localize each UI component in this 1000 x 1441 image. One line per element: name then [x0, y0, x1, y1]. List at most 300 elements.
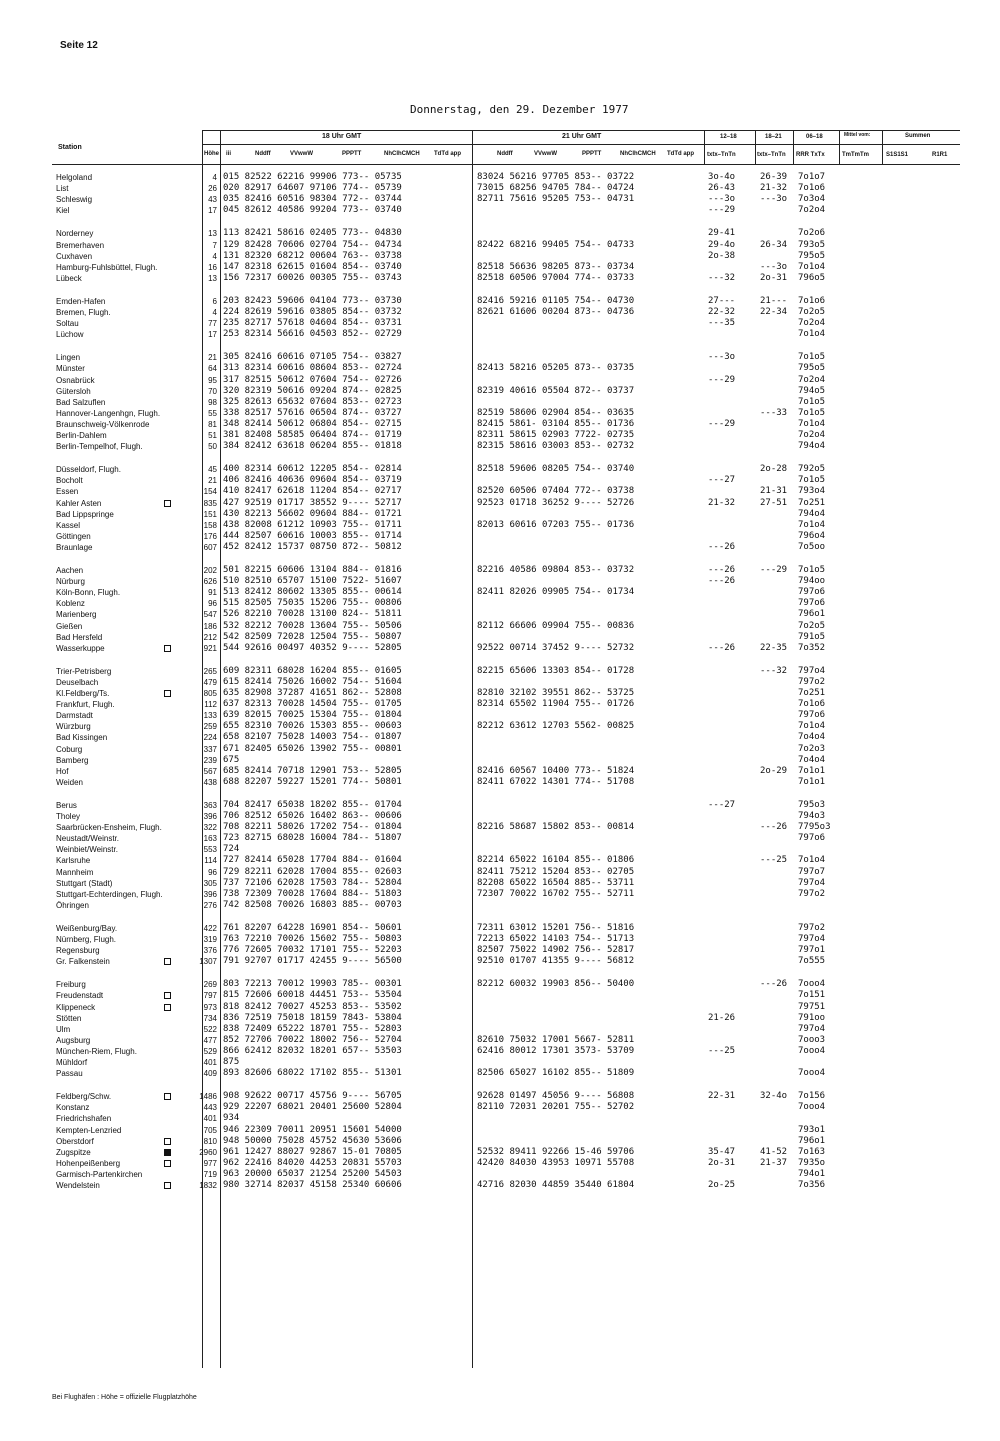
obs-18: 704 82417 65038 18202 855-- 01704 — [223, 799, 402, 810]
range-06-18: 7ooo3 — [798, 1034, 826, 1045]
range-18-21: ---26 — [760, 822, 788, 833]
station-name: Darmstadt — [56, 711, 93, 721]
obs-21: 92523 01718 36252 9---- 52726 — [477, 497, 635, 508]
range-06-18: 7o2o5 — [798, 620, 826, 631]
obs-18: 893 82606 68022 17102 855-- 51301 — [223, 1068, 402, 1079]
square-icon — [164, 1138, 171, 1145]
station-name: Bad Kissingen — [56, 733, 108, 743]
station-height: 734 — [203, 1013, 217, 1023]
obs-18: 948 50000 75028 45752 45630 53606 — [223, 1135, 402, 1146]
station-name: Stuttgart (Stadt) — [56, 878, 113, 888]
station-name: Norderney — [56, 229, 94, 239]
station-height: 4 — [212, 173, 217, 182]
range-06-18: 7o2o4 — [798, 374, 826, 385]
range-12-18: 29-4o — [708, 239, 736, 250]
header-21-uhr: 21 Uhr GMT — [562, 133, 602, 140]
range-06-18: 7o1o1 — [798, 765, 826, 776]
obs-21: 82013 60616 07203 755-- 01736 — [477, 519, 635, 530]
station-name: Nürburg — [56, 577, 85, 587]
station-name: Konstanz — [56, 1103, 90, 1113]
station-height: 401 — [203, 1058, 217, 1067]
range-06-18: 794o3 — [798, 811, 826, 821]
obs-18: 381 82408 58585 06404 874-- 01719 — [223, 430, 402, 440]
station-height: 158 — [203, 520, 217, 530]
range-06-18: 793o4 — [798, 486, 826, 497]
obs-18: 203 82423 59606 04104 773-- 03730 — [223, 295, 402, 306]
obs-18: 224 82619 59616 03805 854-- 03732 — [223, 307, 402, 317]
obs-21: 82422 68216 99405 754-- 04733 — [477, 239, 635, 250]
station-name: Berus — [56, 800, 77, 810]
range-06-18: 7o1o5 — [798, 352, 826, 363]
range-06-18: 7o151 — [798, 990, 826, 1001]
range-06-18: 791o5 — [798, 631, 826, 642]
obs-21: 62416 80012 17301 3573- 53709 — [477, 1045, 635, 1056]
station-height: 921 — [203, 643, 217, 653]
station-name: Passau — [56, 1069, 83, 1079]
range-18-21: ---32 — [760, 665, 788, 676]
station-height: 77 — [208, 319, 217, 329]
station-height: 70 — [208, 386, 217, 396]
obs-18: 444 82507 60616 10003 855-- 01714 — [223, 530, 402, 541]
station-name: Saarbrücken-Ensheim, Flugh. — [56, 823, 162, 833]
range-06-18: 795o3 — [798, 799, 826, 810]
square-icon — [164, 690, 171, 697]
obs-18: 406 82416 40636 09604 854-- 03719 — [223, 475, 402, 486]
station-name: Kempten-Lenzried — [56, 1125, 122, 1135]
range-18-21: ---29 — [760, 565, 788, 575]
station-height: 4 — [212, 308, 217, 317]
obs-18: 430 82213 56602 09604 884-- 01721 — [223, 508, 402, 519]
header-summen: Summen — [905, 133, 931, 139]
range-12-18: ---32 — [708, 272, 736, 283]
range-12-18: ---29 — [708, 374, 736, 385]
header-top-rule — [202, 130, 960, 131]
range-06-18: 7o2o5 — [798, 307, 826, 317]
station-name: Hof — [56, 766, 69, 776]
obs-18: 338 82517 57616 06504 874-- 03727 — [223, 407, 402, 418]
obs-21: 82208 65022 16504 885-- 53711 — [477, 877, 635, 888]
range-18-21: ---3o — [760, 194, 788, 205]
obs-18: 671 82405 65026 13902 755-- 00801 — [223, 743, 402, 754]
station-height: 4 — [212, 251, 217, 261]
range-06-18: 7o1o5 — [798, 396, 826, 407]
header-range: 18–21 — [765, 134, 782, 140]
range-06-18: 797o2 — [798, 888, 826, 899]
station-height: 2960 — [199, 1147, 217, 1157]
station-height: 422 — [203, 923, 217, 933]
range-06-18: 794o4 — [798, 508, 826, 519]
range-06-18: 794o1 — [798, 1168, 826, 1179]
station-height: 269 — [203, 980, 217, 990]
range-06-18: 7o1o1 — [798, 776, 826, 787]
range-18-21: 41-52 — [760, 1146, 788, 1157]
obs-21: 52532 89411 92266 15-46 59706 — [477, 1146, 635, 1157]
station-name: Bad Salzuflen — [56, 397, 106, 407]
range-06-18: 7ooo4 — [798, 1045, 826, 1056]
station-name: Kahler Asten — [56, 498, 102, 508]
station-name: Soltau — [56, 319, 79, 329]
station-height: 529 — [203, 1046, 217, 1056]
obs-18: 658 82107 75028 14003 754-- 01807 — [223, 732, 402, 743]
range-06-18: 7o4o4 — [798, 754, 826, 765]
obs-21: 82311 58615 02903 7722- 02735 — [477, 430, 635, 440]
obs-18: 875 — [223, 1057, 240, 1067]
station-name: Cuxhaven — [56, 251, 93, 261]
obs-18: 305 82416 60616 07105 754-- 03827 — [223, 352, 402, 363]
station-name: Nürnberg, Flugh. — [56, 935, 117, 944]
page-number: Seite 12 — [60, 40, 98, 51]
station-name: Trier-Petrisberg — [56, 666, 112, 676]
obs-18: 908 92622 00717 45756 9---- 56705 — [223, 1091, 402, 1102]
station-height: 13 — [208, 273, 217, 283]
range-06-18: 7795o3 — [798, 822, 831, 833]
station-height: 21 — [208, 476, 217, 486]
station-height: 409 — [203, 1069, 217, 1079]
station-name: Stötten — [56, 1013, 82, 1023]
range-06-18: 7o251 — [798, 688, 826, 698]
range-18-21: 2o-28 — [760, 464, 788, 475]
header-range-sub: RRR TxTx — [796, 152, 825, 158]
header-18-col: NhClhCMCH — [384, 151, 420, 157]
square-icon — [164, 958, 171, 965]
range-12-18: ---26 — [708, 642, 736, 653]
obs-18: 348 82414 50612 06804 854-- 02715 — [223, 418, 402, 429]
station-height: 91 — [208, 588, 217, 598]
station-name: Emden-Hafen — [56, 296, 106, 306]
station-name: Freudenstadt — [56, 991, 104, 1001]
station-height: 797 — [203, 991, 217, 1001]
station-name: Gießen — [56, 621, 83, 631]
station-height: 81 — [208, 419, 217, 429]
station-name: Mühldorf — [56, 1058, 88, 1067]
obs-18: 639 82015 70025 15304 755-- 01804 — [223, 710, 402, 721]
obs-18: 015 82522 62216 99906 773-- 05735 — [223, 172, 402, 182]
range-06-18: 7o1o6 — [798, 699, 826, 710]
obs-18: 320 82319 50616 09204 874-- 02825 — [223, 385, 402, 396]
square-icon — [164, 500, 171, 507]
station-height: 396 — [203, 812, 217, 821]
obs-18: 526 82210 70028 13100 824-- 51811 — [223, 609, 402, 620]
obs-18: 727 82414 65028 17704 884-- 01604 — [223, 855, 402, 866]
header-range: 12–18 — [720, 134, 737, 140]
range2-column-rule — [755, 130, 756, 164]
header-iii: iii — [226, 151, 232, 157]
station-height: 626 — [203, 577, 217, 587]
range-06-18: 7o1o4 — [798, 721, 826, 732]
header-range-sub: txtx–TnTn — [757, 152, 786, 158]
range-06-18: 797o6 — [798, 587, 826, 598]
range-06-18: 7ooo4 — [798, 1068, 826, 1079]
obs-18: 655 82310 70026 15303 855-- 00603 — [223, 721, 402, 732]
range-06-18: 797o4 — [798, 1023, 826, 1034]
range-12-18: 21-26 — [708, 1012, 736, 1023]
header-mittel: Mittel vom: — [844, 132, 871, 138]
station-name: Hamburg-Fuhlsbüttel, Flugh. — [56, 262, 158, 272]
station-name: Koblenz — [56, 599, 85, 609]
square-icon — [164, 645, 171, 652]
weather-table — [52, 130, 960, 1368]
station-height: 522 — [203, 1024, 217, 1034]
obs-18: 763 72210 70026 15602 755-- 50803 — [223, 934, 402, 944]
station-name: Zugspitze — [56, 1147, 91, 1157]
range-06-18: 7o1o5 — [798, 565, 826, 575]
range-06-18: 792o5 — [798, 464, 826, 475]
station-height: 239 — [203, 755, 217, 765]
range-06-18: 7o163 — [798, 1146, 826, 1157]
obs-18: 253 82314 56616 04503 852-- 02729 — [223, 329, 402, 340]
range-12-18: 2o-31 — [708, 1157, 736, 1168]
range-06-18: 795o5 — [798, 363, 826, 374]
station-name: Oberstdorf — [56, 1136, 94, 1146]
square-icon — [164, 1004, 171, 1011]
range-06-18: 797o6 — [798, 710, 826, 721]
range-12-18: 22-31 — [708, 1091, 736, 1102]
range-18-21: 32-4o — [760, 1091, 788, 1102]
station-height: 401 — [203, 1114, 217, 1124]
range-18-21: 2o-29 — [760, 765, 788, 776]
obs-21: 82411 67022 14301 774-- 51708 — [477, 776, 635, 787]
header-18-uhr: 18 Uhr GMT — [322, 133, 362, 140]
range-06-18: 797o4 — [798, 877, 826, 888]
range-06-18: 7o1o6 — [798, 295, 826, 306]
station-name: Münster — [56, 364, 85, 374]
obs-21: 82314 65502 11904 755-- 01726 — [477, 699, 635, 710]
range-12-18: ---26 — [708, 541, 736, 552]
station-name: Augsburg — [56, 1035, 91, 1045]
station-name: Mannheim — [56, 867, 94, 877]
station-name: Helgoland — [56, 173, 93, 182]
range-12-18: ---26 — [708, 565, 736, 575]
obs-18: 615 82414 75026 16002 754-- 51604 — [223, 676, 402, 687]
obs-18: 532 82212 70028 13604 755-- 50506 — [223, 620, 402, 631]
obs-21: 82411 75212 15204 853-- 02705 — [477, 866, 635, 877]
range-18-21: 22-34 — [760, 307, 788, 317]
station-name: Garmisch-Partenkirchen — [56, 1169, 143, 1179]
range-06-18: 795o5 — [798, 250, 826, 261]
station-name: Regensburg — [56, 946, 100, 956]
data18-column-rule — [220, 130, 221, 1368]
station-name: Öhringen — [56, 900, 89, 910]
station-height: 26 — [208, 184, 217, 194]
obs-18: 317 82515 50612 07604 754-- 02726 — [223, 374, 402, 385]
obs-21: 82416 59216 01105 754-- 04730 — [477, 295, 635, 306]
obs-18: 761 82207 64228 16901 854-- 50601 — [223, 922, 402, 933]
range-06-18: 797o2 — [798, 922, 826, 933]
obs-21: 82520 60506 07404 772-- 03738 — [477, 486, 635, 497]
ranges-column-rule — [704, 130, 705, 164]
header-hoehe: Höhe — [204, 151, 219, 157]
obs-18: 131 82320 68212 00604 763-- 03738 — [223, 250, 402, 261]
obs-18: 815 72606 60018 44451 753-- 53504 — [223, 990, 402, 1001]
obs-21: 92522 00714 37452 9---- 52732 — [477, 642, 635, 653]
header-18-col: PPPTT — [342, 151, 362, 157]
station-height: 43 — [208, 195, 217, 205]
station-name: Bad Hersfeld — [56, 632, 103, 642]
obs-21: 82506 65027 16102 855-- 51809 — [477, 1068, 635, 1079]
header-21-col: VVwwW — [534, 151, 558, 157]
obs-18: 515 82505 75035 15206 755-- 00806 — [223, 598, 402, 609]
station-name: Ulm — [56, 1024, 71, 1034]
obs-21: 82411 82026 09905 754-- 01734 — [477, 587, 635, 598]
station-height: 45 — [208, 465, 217, 475]
header-21-col: TdTd app — [667, 151, 694, 157]
obs-18: 723 82715 68028 16004 784-- 51807 — [223, 833, 402, 844]
range-06-18: 796o5 — [798, 272, 826, 283]
range-06-18: 7o356 — [798, 1180, 826, 1190]
obs-21: 92510 01707 41355 9---- 56812 — [477, 956, 635, 967]
obs-21: 82216 58687 15802 853-- 00814 — [477, 822, 635, 833]
range-12-18: ---25 — [708, 1045, 736, 1056]
station-name: Freiburg — [56, 980, 86, 990]
obs-18: 410 82417 62618 11204 854-- 02717 — [223, 486, 402, 497]
obs-18: 838 72409 65222 18701 755-- 52803 — [223, 1023, 402, 1034]
station-height: 96 — [208, 599, 217, 609]
obs-18: 544 92616 00497 40352 9---- 52805 — [223, 642, 402, 653]
station-name: Kassel — [56, 520, 81, 530]
station-name: Weißenburg/Bay. — [56, 923, 118, 933]
obs-21: 82319 40616 05504 872-- 03737 — [477, 385, 635, 396]
obs-18: 637 82313 70028 14504 755-- 01705 — [223, 699, 402, 710]
obs-21: 82212 63612 12703 5562- 00825 — [477, 721, 635, 732]
station-name: Gütersloh — [56, 386, 91, 396]
obs-21: 42716 82030 44859 35440 61804 — [477, 1180, 635, 1190]
obs-18: 934 — [223, 1113, 240, 1124]
range-06-18: 7o5oo — [798, 541, 826, 552]
obs-18: 803 72213 70012 19903 785-- 00301 — [223, 979, 402, 990]
obs-18: 542 82509 72028 12504 755-- 50807 — [223, 631, 402, 642]
range-06-18: 7o2o4 — [798, 430, 826, 440]
station-name: Bocholt — [56, 476, 83, 486]
obs-21: 82315 58616 03003 853-- 02732 — [477, 441, 635, 452]
station-height: 396 — [203, 889, 217, 899]
station-height: 719 — [203, 1169, 217, 1179]
obs-21: 82711 75616 95205 753-- 04731 — [477, 194, 635, 205]
station-height: 133 — [203, 711, 217, 721]
range-12-18: 3o-4o — [708, 172, 736, 182]
obs-18: 156 72317 60026 00305 755-- 03743 — [223, 272, 402, 283]
station-height: 21 — [208, 353, 217, 363]
obs-18: 427 92519 01717 38552 9---- 52717 — [223, 497, 402, 508]
header-extra: S1S1S1 — [886, 152, 909, 158]
range-12-18: 2o-25 — [708, 1180, 736, 1190]
range-12-18: ---35 — [708, 318, 736, 329]
station-height: 176 — [203, 531, 217, 541]
obs-18: 742 82508 70026 16803 885-- 00703 — [223, 899, 402, 910]
range-06-18: 794o4 — [798, 441, 826, 452]
obs-18: 737 72106 62028 17503 784-- 52804 — [223, 877, 402, 888]
obs-18: 020 82917 64607 97106 774-- 05739 — [223, 183, 402, 194]
station-height: 376 — [203, 946, 217, 956]
station-height: 51 — [208, 431, 217, 440]
obs-18: 929 22207 68021 20401 25600 52804 — [223, 1102, 402, 1113]
station-name: Friedrichshafen — [56, 1114, 112, 1124]
range-12-18: ---29 — [708, 205, 736, 216]
range-12-18: 35-47 — [708, 1146, 736, 1157]
obs-21: 82112 66606 09904 755-- 00836 — [477, 620, 635, 631]
obs-21: 82810 32102 39551 862-- 53725 — [477, 688, 635, 698]
station-name: Berlin-Tempelhof, Flugh. — [56, 442, 143, 452]
range-06-18: 7o1o7 — [798, 172, 826, 182]
station-height: 438 — [203, 777, 217, 787]
station-height: 1486 — [199, 1092, 217, 1102]
station-name: Marienberg — [56, 610, 97, 620]
station-height: 186 — [203, 621, 217, 631]
station-name: Kl.Feldberg/Ts. — [56, 689, 110, 698]
range-06-18: 7o1o5 — [798, 475, 826, 486]
range-18-21: ---26 — [760, 979, 788, 990]
header-21-col: NhClhCMCH — [620, 151, 656, 157]
station-height: 977 — [203, 1158, 217, 1168]
obs-21: 82518 59606 08205 754-- 03740 — [477, 464, 635, 475]
station-name: Köln-Bonn, Flugh. — [56, 588, 121, 598]
range-06-18: 7o352 — [798, 642, 826, 653]
station-name: Osnabrück — [56, 375, 95, 385]
range-06-18: 7o1o4 — [798, 329, 826, 340]
obs-18: 635 82908 37287 41651 862-- 52808 — [223, 688, 402, 698]
footnote: Bei Flughäfen : Höhe = offizielle Flugplatzhöhe — [52, 1394, 197, 1401]
header-range-sub: txtx–TnTn — [707, 152, 736, 158]
range-12-18: 26-43 — [708, 183, 736, 194]
station-name: Lingen — [56, 353, 81, 363]
range-06-18: 797o4 — [798, 665, 826, 676]
header-mid-rule — [202, 144, 960, 145]
obs-18: 452 82412 15737 08750 872-- 50812 — [223, 541, 402, 552]
data21-column-rule — [472, 130, 473, 1368]
station-height: 276 — [203, 900, 217, 910]
obs-18: 866 62412 82032 18201 657-- 53503 — [223, 1045, 402, 1056]
range-06-18: 791oo — [798, 1012, 826, 1023]
range-06-18: 7o555 — [798, 956, 826, 967]
obs-18: 235 82717 57618 04604 854-- 03731 — [223, 318, 402, 329]
obs-21: 82214 65022 16104 855-- 01806 — [477, 855, 635, 866]
range-06-18: 7o1o4 — [798, 418, 826, 429]
station-name: Schleswig — [56, 195, 93, 205]
station-name: Wendelstein — [56, 1181, 100, 1190]
station-name: Braunlage — [56, 542, 93, 552]
range-12-18: 29-41 — [708, 228, 736, 239]
station-height: 805 — [203, 689, 217, 698]
obs-21: 42420 84030 43953 10971 55708 — [477, 1157, 635, 1168]
obs-18: 609 82311 68028 16204 855-- 01605 — [223, 665, 402, 676]
header-bottom-rule — [52, 164, 960, 165]
station-height: 363 — [203, 800, 217, 810]
range-06-18: 7o1o6 — [798, 183, 826, 194]
station-name: Bremerhaven — [56, 240, 105, 250]
station-height: 7 — [212, 240, 217, 250]
range-06-18: 7ooo4 — [798, 979, 826, 990]
range-06-18: 7o2o3 — [798, 743, 826, 754]
range-06-18: 793o1 — [798, 1124, 826, 1135]
station-name: Berlin-Dahlem — [56, 431, 107, 440]
station-name: Bad Lippspringe — [56, 509, 114, 519]
station-height: 479 — [203, 677, 217, 687]
station-height: 705 — [203, 1125, 217, 1135]
square-icon — [164, 1160, 171, 1167]
obs-18: 313 82314 60616 08604 853-- 02724 — [223, 363, 402, 374]
header-21-col: Nddff — [497, 151, 513, 157]
obs-21: 82110 72031 20201 755-- 52702 — [477, 1102, 635, 1113]
range-06-18: 7o1o4 — [798, 519, 826, 530]
obs-18: 963 20000 65037 21254 25200 54503 — [223, 1168, 402, 1179]
station-name: List — [56, 184, 69, 194]
square-icon — [164, 992, 171, 999]
station-height: 477 — [203, 1035, 217, 1045]
station-height: 212 — [203, 632, 217, 642]
station-name: Wasserkuppe — [56, 643, 105, 653]
filled-square-icon — [164, 1149, 171, 1156]
obs-18: 510 82510 65707 15100 7522- 51607 — [223, 576, 402, 587]
obs-21: 82518 60506 97004 774-- 03733 — [477, 272, 635, 283]
